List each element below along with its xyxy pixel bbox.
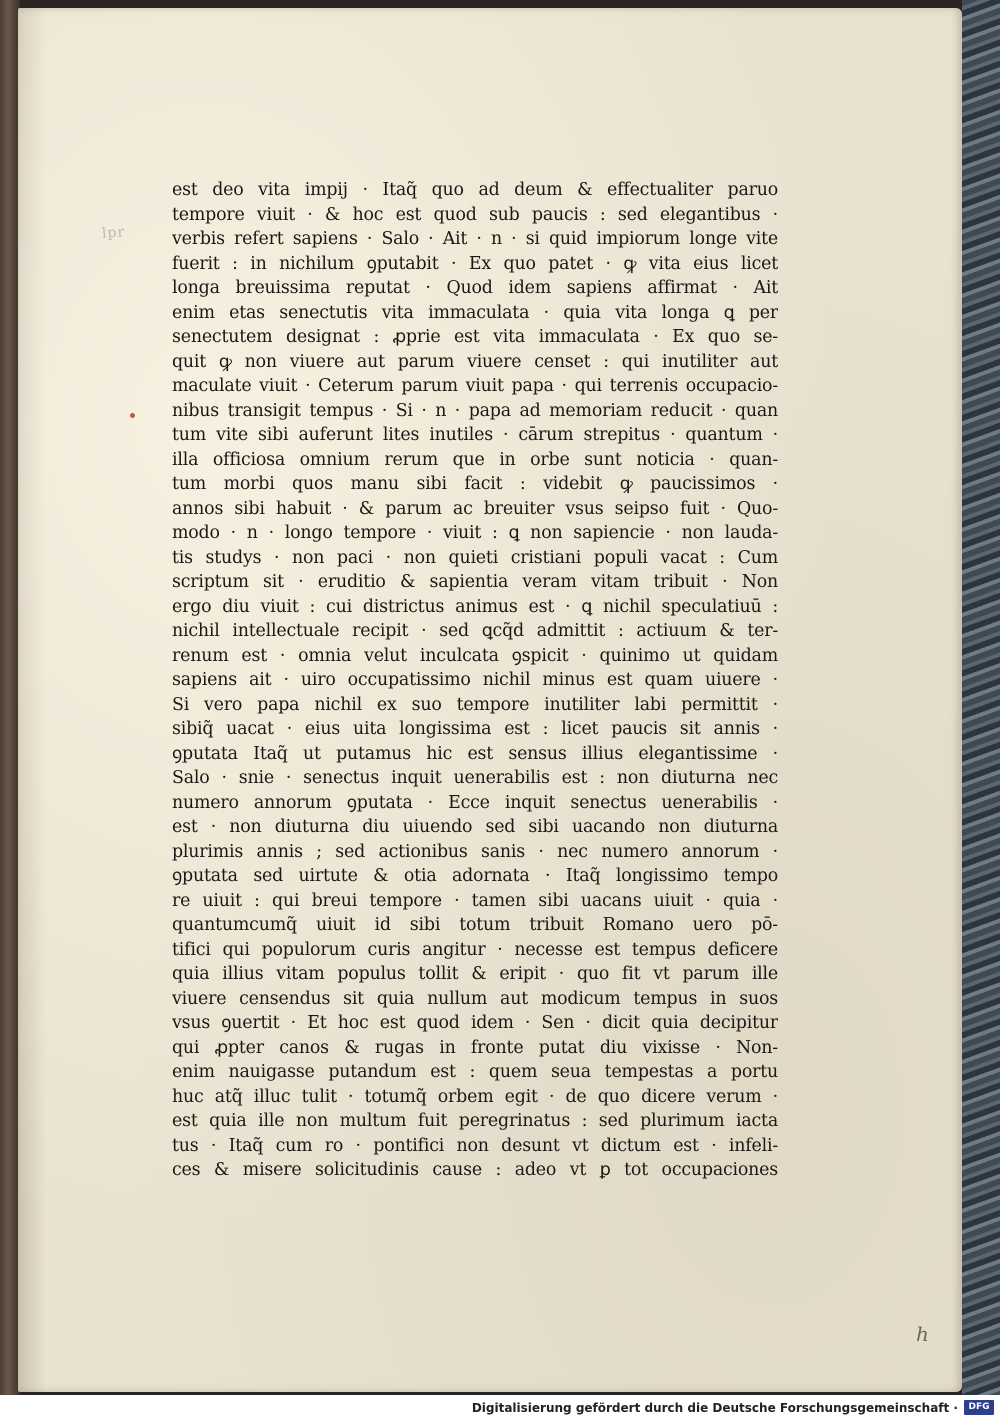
text-line: nibus transigit tempus · Si · n · papa ad memoriam reducit · quan [172, 400, 778, 421]
dfg-logo: DFG [964, 1400, 994, 1415]
text-line: senectutem designat : ꝓprie est vita immaculata · Ex quo se- [172, 327, 778, 347]
text-line: nichil intellectuale recipit · sed ꝗcq̃d admittit : actiuum & ter- [172, 621, 778, 641]
text-line: enim nauigasse putandum est : quem seua tempestas a portu [172, 1062, 778, 1082]
text-line: sapiens ait · uiro occupatissimo nichil minus est quam uiuere · [172, 670, 778, 690]
text-line: Si vero papa nichil ex suo tempore inutiliter labi permittit · [172, 694, 778, 715]
text-line: est deo vita impij · Itaq̃ quo ad deum & effectualiter paruo [172, 180, 778, 200]
text-line: modo · n · longo tempore · viuit : ꝗ non sapiencie · non lauda- [172, 523, 778, 543]
text-line: ergo diu viuit : cui districtus animus est · ꝗ nichil speculatiuū : [172, 596, 778, 617]
text-line: est quia ille non multum fuit peregrinatus : sed plurimum iacta [172, 1111, 778, 1131]
text-line: tum vite sibi auferunt lites inutiles · cārum strepitus · quantum · [172, 425, 778, 445]
text-line: quia illius vitam populus tollit & eripit · quo fit vt parum ille [172, 964, 778, 984]
text-line: quit ꝙ non viuere aut parum viuere censet : qui inutiliter aut [172, 351, 778, 372]
book-left-edge [0, 0, 20, 1395]
text-line: huc atq̃ illuc tulit · totumq̃ orbem egit · de quo dicere verum · [172, 1086, 778, 1107]
marbled-cover-edge [962, 0, 1000, 1395]
text-line: tempore viuit · & hoc est quod sub paucis : sed elegantibus · [172, 204, 778, 225]
text-line: re uiuit : qui breui tempore · tamen sibi uacans uiuit · quia · [172, 890, 778, 911]
text-line: scriptum sit · eruditio & sapientia veram vitam tribuit · Non [172, 572, 778, 592]
text-line: est · non diuturna diu uiuendo sed sibi uacando non diuturna [172, 817, 778, 837]
text-line: tum morbi quos manu sibi facit : videbit ꝙ paucissimos · [172, 474, 778, 494]
text-line: tifici qui populorum curis angitur · necesse est tempus deficere [172, 939, 778, 960]
text-line: annos sibi habuit · & parum ac breuiter vsus seipso fuit · Quo- [172, 498, 778, 519]
text-line: enim etas senectutis vita immaculata · quia vita longa ꝗ per [172, 302, 778, 323]
funding-credit: Digitalisierung gefördert durch die Deutsche Forschungsgemeinschaft · [471, 1401, 958, 1415]
marginal-note: lpr [101, 224, 126, 242]
text-line: fuerit : in nichilum ꝯputabit · Ex quo patet · ꝙ vita eius licet [172, 253, 778, 274]
text-line: longa breuissima reputat · Quod idem sapiens affirmat · Ait [172, 278, 778, 298]
text-line: vsus ꝯuertit · Et hoc est quod idem · Sen · dicit quia decipitur [172, 1013, 778, 1033]
text-line: ꝯputata sed uirtute & otia adornata · Itaq̃ longissimo tempo [172, 866, 778, 886]
text-line: maculate viuit · Ceterum parum viuit papa · qui terrenis occupacio- [172, 376, 778, 396]
text-line: Salo · snie · senectus inquit uenerabilis est : non diuturna nec [172, 768, 778, 788]
ink-mark [130, 413, 135, 418]
text-line: tis studys · non paci · non quieti cristiani populi vacat : Cum [172, 547, 778, 568]
text-line: qui ꝓpter canos & rugas in fronte putat diu vixisse · Non- [172, 1037, 778, 1058]
printed-text-block [172, 178, 778, 1183]
text-line: tus · Itaq̃ cum ro · pontifici non desunt vt dictum est · infeli- [172, 1135, 778, 1156]
text-line: sibiq̃ uacat · eius uita longissima est : licet paucis sit annis · [172, 719, 778, 739]
text-line: illa officiosa omnium rerum que in orbe sunt noticia · quan- [172, 449, 778, 470]
signature-mark: h [916, 1322, 929, 1346]
text-line: renum est · omnia velut inculcata ꝯspicit · quinimo ut quidam [172, 645, 778, 666]
text-line: verbis refert sapiens · Salo · Ait · n · si quid impiorum longe vite [172, 229, 778, 249]
text-line: quantumcumq̃ uiuit id sibi totum tribuit Romano uero pō- [172, 915, 778, 935]
text-line: ces & misere solicitudinis cause : adeo vt ꝑ tot occupaciones [172, 1160, 778, 1180]
text-line: numero annorum ꝯputata · Ecce inquit senectus uenerabilis · [172, 792, 778, 813]
text-line: plurimis annis ; sed actionibus sanis · nec numero annorum · [172, 841, 778, 862]
text-line: ꝯputata Itaq̃ ut putamus hic est sensus illius elegantissime · [172, 743, 778, 764]
text-line: viuere censendus sit quia nullum aut modicum tempus in suos [172, 988, 778, 1009]
